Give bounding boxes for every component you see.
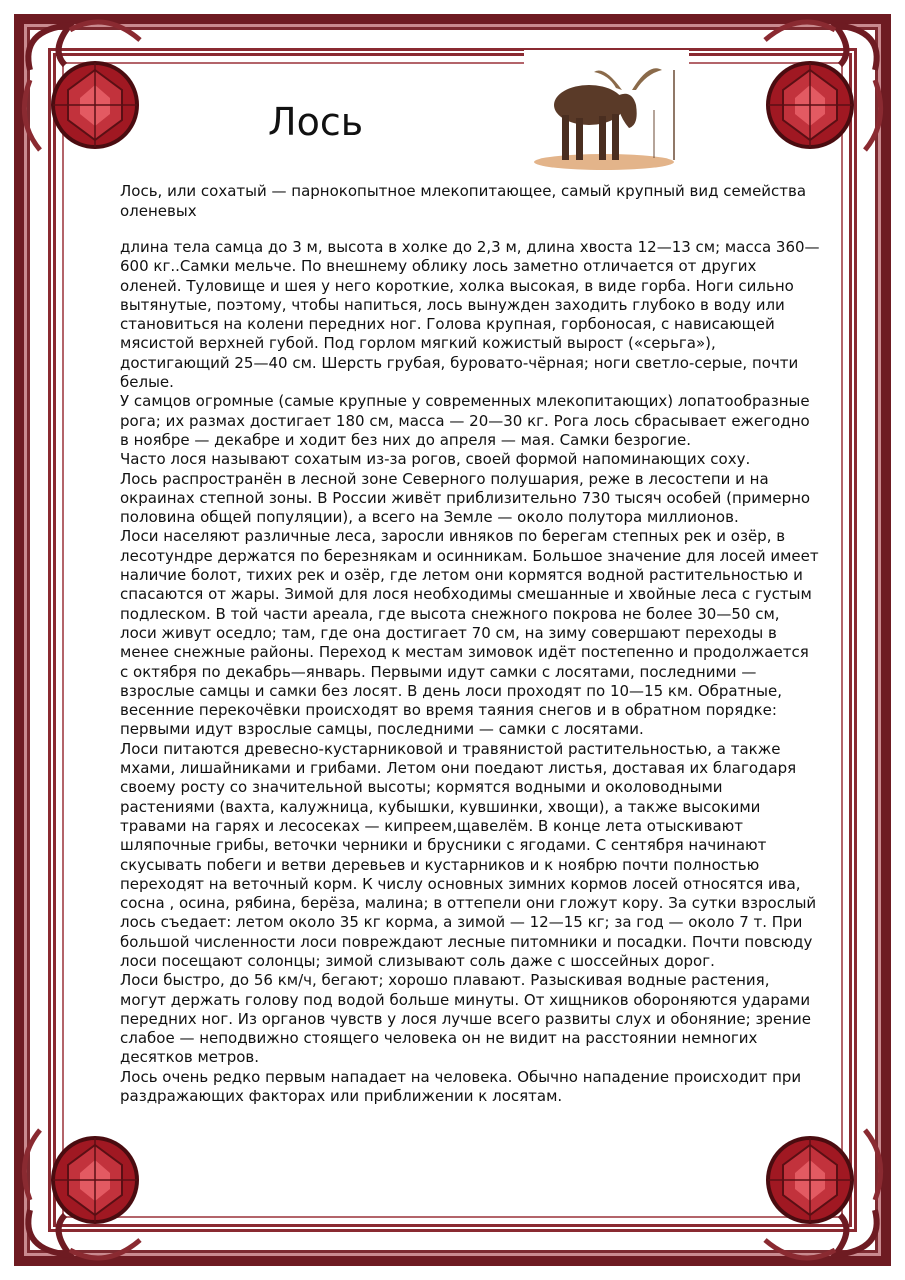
paragraph: Лоси быстро, до 56 км/ч, бегают; хорошо плавают. Разыскивая водные растения, могут держать голову под водой больше минуты. От хищников обороняются ударами передних ног. Из органов чувств у лося лучше всего развиты слух и обоняние; зрение слабое — неподвижно стоящего человека он не видит на расстоянии немногих десятков метров. bbox=[120, 971, 811, 1067]
paragraph: Лоси питаются древесно-кустарниковой и травянистой растительностью, а также мхами, лишайниками и грибами. Летом они поедают листья, доставая их благодаря своему росту со значительной высоты; кормятся водными и околоводными растениями (вахта, калужница, кубышки, кувшинки, хвощи), а также высокими травами на гарях и лесосеках — кипреем,щавелём. В конце лета отыскивают шляпочные грибы, веточки черники и брусники с ягодами. С сентября начинают скусывать побеги и ветви деревьев и кустарников и к ноябрю почти полностью переходят на веточный корм. К числу основных зимних кормов лосей относятся ива, сосна , осина, рябина, берёза, малина; в оттепели они гложут кору. За сутки взрослый лось съедает: летом около 35 кг корма, а зимой — 12—15 кг; за год — около 7 т. При большой численности лоси повреждают лесные питомники и посадки. Почти повсюду лоси посещают солонцы; зимой слизывают соль даже с шоссейных дорог. bbox=[120, 739, 817, 970]
intro-text: Лось, или сохатый — парнокопытное млекопитающее, самый крупный вид семейства оленевых bbox=[120, 182, 807, 220]
ruby-gem-icon bbox=[725, 10, 895, 180]
paragraph: Лось очень редко первым нападает на человека. Обычно нападение происходит при раздражающих факторах или приближении к лосятам. bbox=[120, 1067, 802, 1106]
paragraph: Лось распространён в лесной зоне Северного полушария, реже в лесостепи и на окраинах степной зоны. В России живёт приблизительно 730 тысяч особей (примерно половина общей популяции), а всего на Земле — около полутора миллионов. bbox=[120, 469, 811, 527]
ruby-gem-icon bbox=[10, 1100, 180, 1270]
moose-illustration-icon bbox=[524, 50, 689, 175]
article-body bbox=[120, 238, 820, 1106]
ruby-gem-icon bbox=[725, 1100, 895, 1270]
paragraph: длина тела самца до 3 м, высота в холке до 2,3 м, длина хвоста 12—13 см; масса 360—600 кг..Самки мельче. По внешнему облику лось заметно отличается от других оленей. Туловище и шея у него короткие, холка высокая, в виде горба. Ноги сильно вытянутые, поэтому, чтобы напиться, лось вынужден заходить глубоко в воду или становиться на колени передних ног. Голова крупная, горбоносая, с нависающей мясистой верхней губой. Под горлом мягкий кожистый вырост («серьга»), достигающий 25—40 см. Шерсть грубая, буровато-чёрная; ноги светло-серые, почти белые. bbox=[120, 238, 820, 392]
ruby-gem-icon bbox=[10, 10, 180, 180]
paragraph: Часто лося называют сохатым из-за рогов, своей формой напоминающих соху. bbox=[120, 450, 751, 469]
paragraph: Лоси населяют различные леса, заросли ивняков по берегам степных рек и озёр, в лесотундре держатся по березнякам и осинникам. Большое значение для лосей имеет наличие болот, тихих рек и озёр, где летом они кормятся водной растительностью и спасаются от жары. Зимой для лося необходимы смешанные и хвойные леса с густым подлеском. В той части ареала, где высота снежного покрова не более 30—50 см, лоси живут оседло; там, где она достигает 70 см, на зиму совершают переходы в менее снежные районы. Переход к местам зимовок идёт постепенно и продолжается с октября по декабрь—январь. Первыми идут самки с лосятами, последними — взрослые самцы и самки без лосят. В день лоси проходят по 10—15 км. Обратные, весенние перекочёвки происходят во время таяния снегов и в обратном порядке: первыми идут взрослые самцы, последними — самки с лосятами. bbox=[120, 527, 819, 739]
page-title: Лось bbox=[268, 100, 364, 144]
paragraph: У самцов огромные (самые крупные у современных млекопитающих) лопатообразные рога; их размах достигает 180 см, масса — 20—30 кг. Рога лось сбрасывает ежегодно в ноябре — декабре и ходит без них до апреля — мая. Самки безрогие. bbox=[120, 392, 810, 449]
